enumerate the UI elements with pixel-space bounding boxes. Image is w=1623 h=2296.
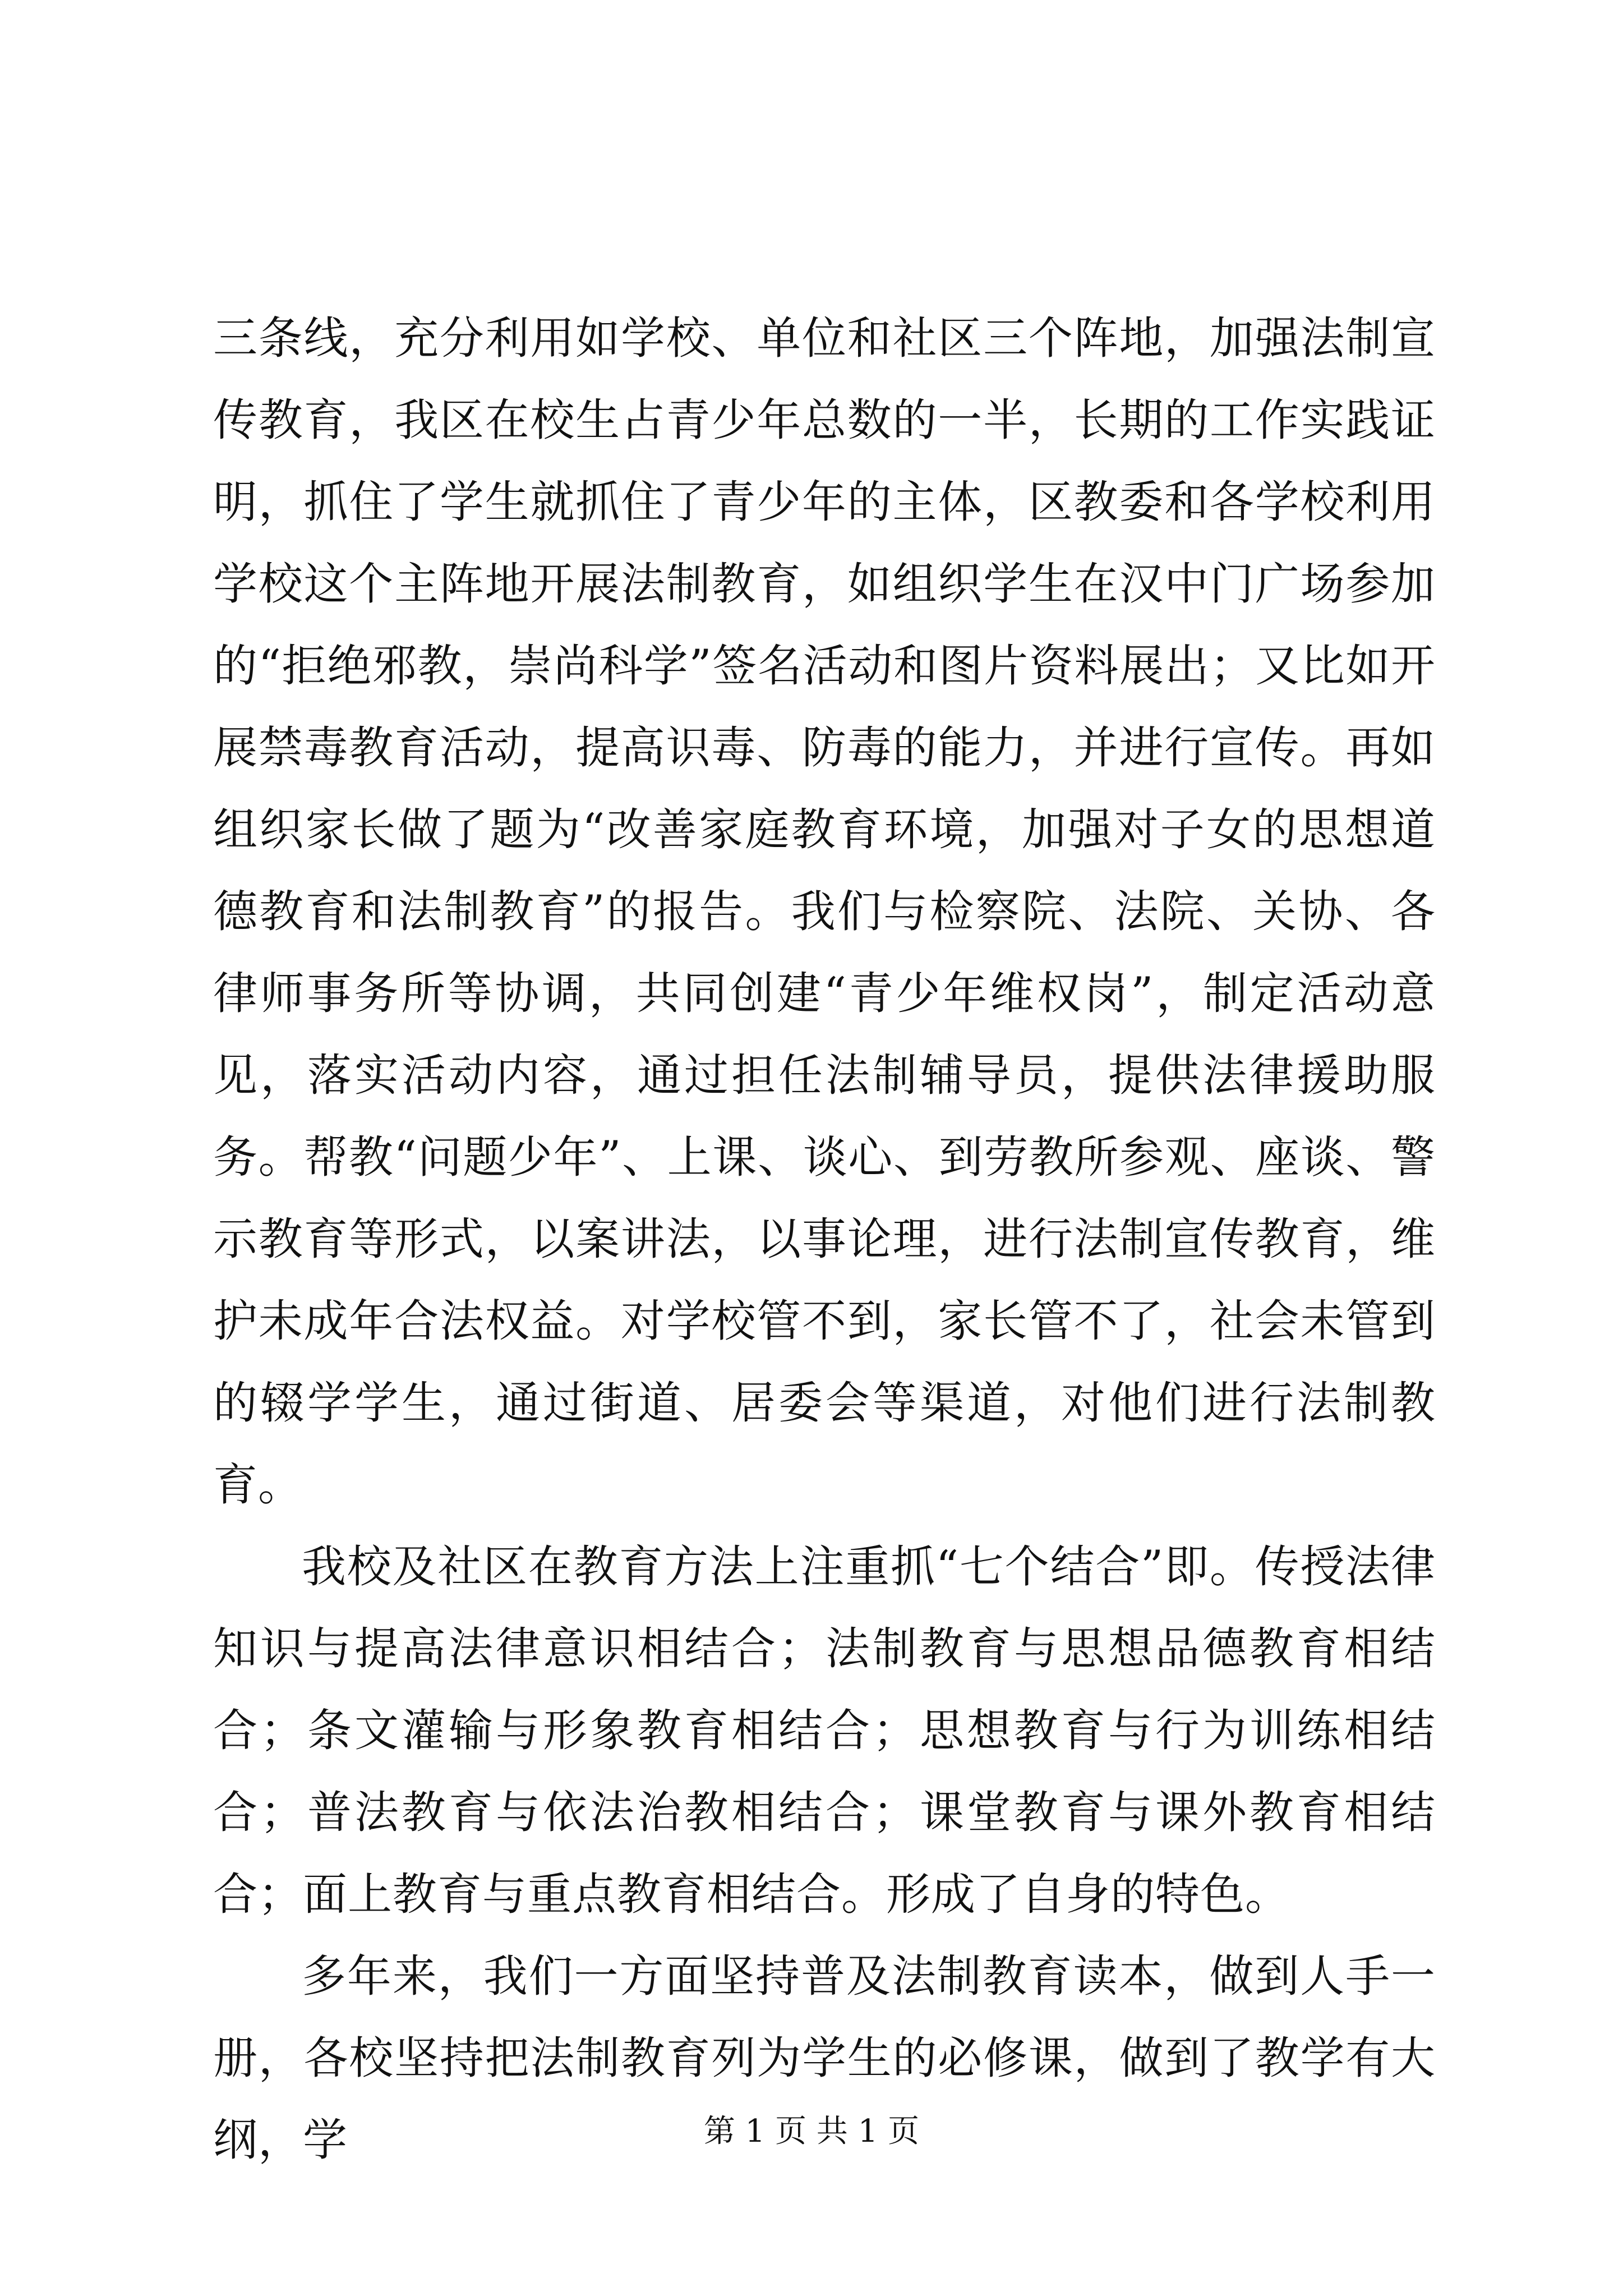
paragraph-3: 多年来，我们一方面坚持普及法制教育读本，做到人手一册，各校坚持把法制教育列为学生的必修课，做到了教学有大纲，学 xyxy=(213,1950,1436,2166)
paragraph-1: 三条线，充分利用如学校、单位和社区三个阵地，加强法制宣传教育，我区在校生占青少年总数的一半，长期的工作实践证明，抓住了学生就抓住了青少年的主体，区教委和各学校利用学校这个主阵地开展法制教育，如组织学生在汉中门广场参加的“拒绝邪教，崇尚科学”签名活动和图片资料展出；又比如开展禁毒教育活动，提高识毒、防毒的能力，并进行宣传。再如组织家长做了题为“改善家庭教育环境，加强对子女的思想道德教育和法制教育”的报告。我们与检察院、法院、关协、各律师事务所等协调，共同创建“青少年维权岗”，制定活动意见，落实活动内容，通过担任法制辅导员，提供法律援助服务。帮教“问题少年”、上课、谈心、到劳教所参观、座谈、警示教育等形式，以案讲法，以事论理，进行法制宣传教育，维护未成年合法权益。对学校管不到，家长管不了，社会未管到的辍学学生，通过街道、居委会等渠道，对他们进行法制教育。 xyxy=(213,312,1436,1511)
page-footer: 第 1 页 共 1 页 xyxy=(703,2113,920,2150)
paragraph-2: 我校及社区在教育方法上注重抓“七个结合”即。传授法律知识与提高法律意识相结合；法制教育与思想品德教育相结合；条文灌输与形象教育相结合；思想教育与行为训练相结合；普法教育与依法治教相结合；课堂教育与课外教育相结合；面上教育与重点教育相结合。形成了自身的特色。 xyxy=(213,1541,1436,1920)
document-body xyxy=(213,297,1436,2181)
